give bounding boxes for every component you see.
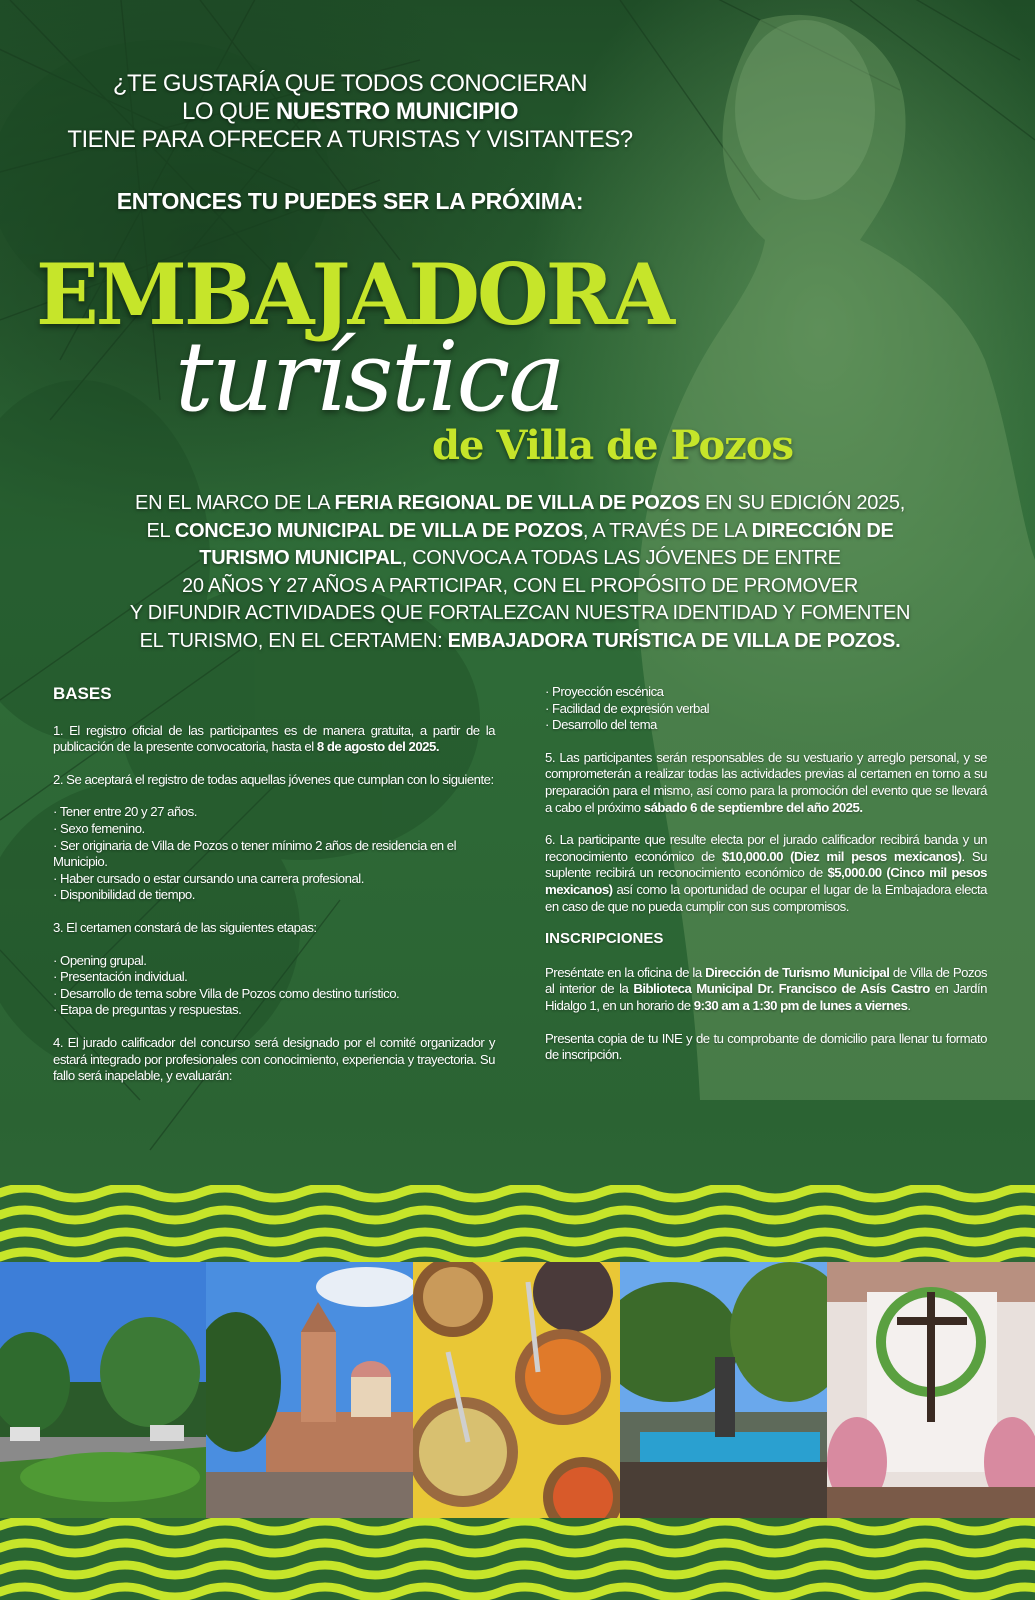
inscripciones-bold: Biblioteca Municipal Dr. Francisco de Asís Castro [633, 981, 930, 997]
inscripciones-text: . [907, 997, 911, 1013]
stage-item: · Presentación individual. [53, 969, 188, 985]
criteria-item: · Proyección escénica [545, 684, 664, 699]
base-5-text: 5. Las participantes serán responsables de su vestuario y arreglo personal, y se comprometerán a realizar todas las actividades previas al certamen en torno a su preparación para el mismo, así como para la promoción del evento que se llevará a cabo el próximo [545, 749, 987, 815]
street-photo [0, 1262, 206, 1524]
base-1-text: 1. El registro oficial de las participantes es de manera gratuita, a partir de la publicación de la presente convocatoria, hasta el [53, 722, 495, 755]
wave-border-top [0, 1185, 1035, 1263]
inscripciones-bold: 9:30 am a 1:30 pm de lunes a viernes [693, 997, 908, 1013]
base-5-date: sábado 6 de septiembre del año 2025. [643, 799, 863, 815]
altar-photo [827, 1262, 1035, 1524]
inscripciones-text: Preséntate en la oficina de la [545, 964, 706, 980]
inscripciones-text: en Jardín Hidalgo 1, en un horario de [545, 981, 987, 1013]
church-photo [206, 1262, 413, 1524]
base-6 [545, 832, 987, 915]
intro-paragraph [85, 490, 955, 655]
question-line-3: TIENE PARA OFRECER A TURISTAS Y VISITANTES? [67, 126, 633, 153]
question-line-2 [40, 98, 660, 126]
bases-column-continued [545, 684, 987, 1080]
wave-border-bottom [0, 1518, 1035, 1600]
base-5 [545, 750, 987, 816]
intro-text: EL TURISMO, EN EL CERTAMEN: [139, 629, 448, 652]
cta-heading: ENTONCES TU PUEDES SER LA PRÓXIMA: [116, 188, 584, 214]
intro-bold: TURISMO MUNICIPAL [199, 547, 402, 569]
intro-text: , A TRAVÉS DE LA [582, 519, 752, 542]
criteria-list [545, 684, 987, 734]
base-4: 4. El jurado calificador del concurso será designado por el comité organizador y estará integrado por profesionales con conocimiento, experiencia y trayectoria. Su fallo será inapelable, y evaluarán: [53, 1034, 495, 1084]
stages-list [53, 953, 495, 1019]
intro-bold: DIRECCIÓN DE [751, 519, 894, 542]
intro-text: EN EL MARCO DE LA [135, 492, 335, 514]
base-6-text: 6. La participante que resulte electa por el jurado calificador recibirá banda y un reconocimiento económico de [545, 832, 987, 864]
intro-bold: CONCEJO MUNICIPAL DE VILLA DE POZOS [174, 519, 583, 542]
requirement-item: · Disponibilidad de tiempo. [53, 887, 195, 903]
intro-text: Y DIFUNDIR ACTIVIDADES QUE FORTALEZCAN NUESTRA IDENTIDAD Y FOMENTEN [129, 602, 911, 624]
title-place: de Villa de Pozos [432, 422, 794, 469]
plaza-photo [620, 1262, 827, 1524]
inscripciones-info [545, 965, 987, 1015]
base-6-text: . Su suplente recibirá un reconocimiento económico de [545, 848, 987, 881]
stage-item: · Etapa de preguntas y respuestas. [53, 1002, 242, 1018]
intro-text: EL [146, 519, 175, 542]
base-1-date: 8 de agosto del 2025. [316, 739, 440, 755]
question-line-1: ¿TE GUSTARÍA QUE TODOS CONOCIERAN [112, 70, 588, 97]
requirement-item: · Ser originaria de Villa de Pozos o tener mínimo 2 años de residencia en el Municipio. [53, 837, 457, 870]
bases-column [53, 686, 495, 1101]
base-2: 2. Se aceptará el registro de todas aquellas jóvenes que cumplan con lo siguiente: [53, 771, 494, 787]
question-line-2-bold: NUESTRO MUNICIPIO [275, 98, 519, 125]
header-question [40, 70, 660, 154]
food-photo [413, 1262, 620, 1524]
inscripciones-heading: INSCRIPCIONES [545, 930, 664, 948]
photo-strip [0, 1262, 1035, 1524]
base-6-prize: $10,000.00 (Diez mil pesos mexicanos) [721, 848, 962, 864]
inscripciones-bold: Dirección de Turismo Municipal [705, 964, 890, 980]
base-6-text: así como la oportunidad de ocupar el lugar de la Embajadora electa en caso de que no pueda cumplir con sus compromisos. [545, 881, 987, 914]
intro-bold: EMBAJADORA TURÍSTICA DE VILLA DE POZOS. [447, 629, 901, 652]
inscripciones-documents: Presenta copia de tu INE y de tu comprobante de domicilio para llenar tu formato de inscripción. [545, 1030, 987, 1063]
intro-text: EN SU EDICIÓN 2025, [699, 492, 905, 514]
title-main: EMBAJADORA [36, 245, 673, 344]
bases-heading: BASES [53, 684, 112, 703]
intro-bold: FERIA REGIONAL DE VILLA DE POZOS [334, 492, 700, 514]
stage-item: · Opening grupal. [53, 952, 147, 968]
base-1 [53, 723, 495, 756]
requirement-item: · Haber cursado o estar cursando una carrera profesional. [53, 870, 364, 886]
criteria-item: · Facilidad de expresión verbal [545, 700, 710, 716]
inscripciones-text: de Villa de Pozos al interior de la [545, 964, 988, 997]
base-3: 3. El certamen constará de las siguientes etapas: [53, 919, 317, 935]
requirement-item: · Tener entre 20 y 27 años. [53, 804, 197, 820]
requirement-item: · Sexo femenino. [53, 820, 145, 836]
title-script: turística [175, 321, 564, 433]
question-line-2-text: LO QUE [181, 98, 276, 125]
criteria-item: · Desarrollo del tema [545, 717, 657, 733]
intro-text: 20 AÑOS Y 27 AÑOS A PARTICIPAR, CON EL PROPÓSITO DE PROMOVER [182, 574, 858, 597]
stage-item: · Desarrollo de tema sobre Villa de Pozos como destino turístico. [53, 985, 400, 1001]
requirements-list [53, 804, 495, 904]
base-6-prize: $5,000.00 (Cinco mil pesos mexicanos) [545, 865, 987, 897]
intro-text: , CONVOCA A TODAS LAS JÓVENES DE ENTRE [401, 547, 841, 569]
